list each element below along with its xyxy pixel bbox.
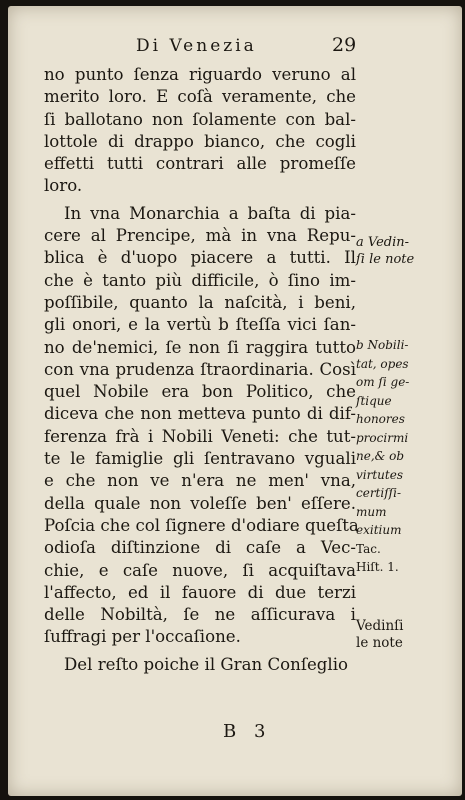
text-line: te le famiglie gli ſentravano vguali <box>44 449 356 469</box>
book-page <box>8 6 462 796</box>
margin-note-a <box>356 234 414 268</box>
margin-note-line: ſi le note <box>356 252 415 267</box>
text-line: che è tanto più difficile, ò ſino im- <box>44 270 356 290</box>
margin-note-line: om ſi ge- <box>356 375 410 389</box>
text-line: lottole di drappo bianco, che cogli <box>44 131 356 151</box>
text-line: Poſcia che col ſignere d'odiare queſta <box>44 515 359 535</box>
text-line: blica è d'uopo piacere a tutti. Il <box>44 248 356 268</box>
margin-note-line: honores <box>356 412 405 426</box>
text-line: ſuffragi per l'occaſione. <box>44 627 241 647</box>
text-line: l'affecto, ed il fauore di due terzi <box>44 582 356 602</box>
text-line: della quale non voleſſe ben' eſſere. <box>44 493 356 513</box>
text-line: poſſibile, quanto la naſcità, i beni, <box>44 292 356 312</box>
margin-note-line: le note <box>356 635 403 651</box>
text-line: effetti tutti contrari alle promeſſe <box>44 154 356 174</box>
text-line: con vna prudenza ſtraordinaria. Così <box>44 359 356 379</box>
page-header <box>8 36 462 58</box>
margin-note-b <box>356 336 409 577</box>
margin-note-line: Vedinſi <box>356 618 404 634</box>
text-line: cere al Prencipe, mà in vna Repu- <box>44 226 356 246</box>
text-line: e che non ve n'era ne men' vna, <box>44 471 356 491</box>
text-line: In vna Monarchia a baſta di pia- <box>64 203 356 223</box>
text-line: no de'nemici, ſe non ſi raggira tutto <box>44 337 356 357</box>
text-line: gli onori, e la vertù b ſteſſa vici ſan- <box>44 315 356 335</box>
margin-note-line: virtutes <box>356 467 403 482</box>
text-line: ſi ballotano non ſolamente con bal- <box>44 109 356 129</box>
text-line: odioſa diſtinzione di caſe a Vec- <box>44 538 356 558</box>
margin-note-line: b Nobili- <box>356 338 409 352</box>
margin-note-line: ſtique <box>356 393 392 408</box>
text-line: loro. <box>44 176 83 196</box>
text-line: chie, e caſe nuove, ſi acquiſtava <box>44 560 356 580</box>
margin-note-line: mum <box>356 504 387 519</box>
signature-mark: B 3 <box>223 721 272 742</box>
page-footer <box>8 721 462 745</box>
text-line: diceva che non metteva punto di dif- <box>44 404 356 424</box>
body-text <box>44 64 359 676</box>
margin-note-c <box>356 618 403 652</box>
page-number: 29 <box>332 34 357 56</box>
text-line: merito loro. E coſà veramente, che <box>44 87 356 107</box>
text-line: quel Nobile era bon Politico, che <box>44 382 356 402</box>
text-line: delle Nobiltà, ſe ne aſſicurava i <box>44 605 356 625</box>
margin-note-line: Tac. <box>356 541 381 556</box>
margin-note-line: Hiſt. 1. <box>356 560 399 574</box>
margin-note-line: a Vedin- <box>356 235 410 250</box>
text-line: ferenza frà i Nobili Veneti: che tut- <box>44 426 356 446</box>
text-line: no punto ſenza riguardo veruno al <box>44 65 356 84</box>
text-line: Del reſto poiche il Gran Conſeglio <box>64 654 349 674</box>
margin-note-line: exitium <box>356 523 402 537</box>
margin-note-line: certiſſi- <box>356 486 401 500</box>
margin-note-line: tat, opes <box>356 356 409 371</box>
margin-note-line: procirmi <box>356 430 409 445</box>
margin-note-line: ne,& ob <box>356 449 405 463</box>
running-title: Di Venezia <box>136 36 257 56</box>
